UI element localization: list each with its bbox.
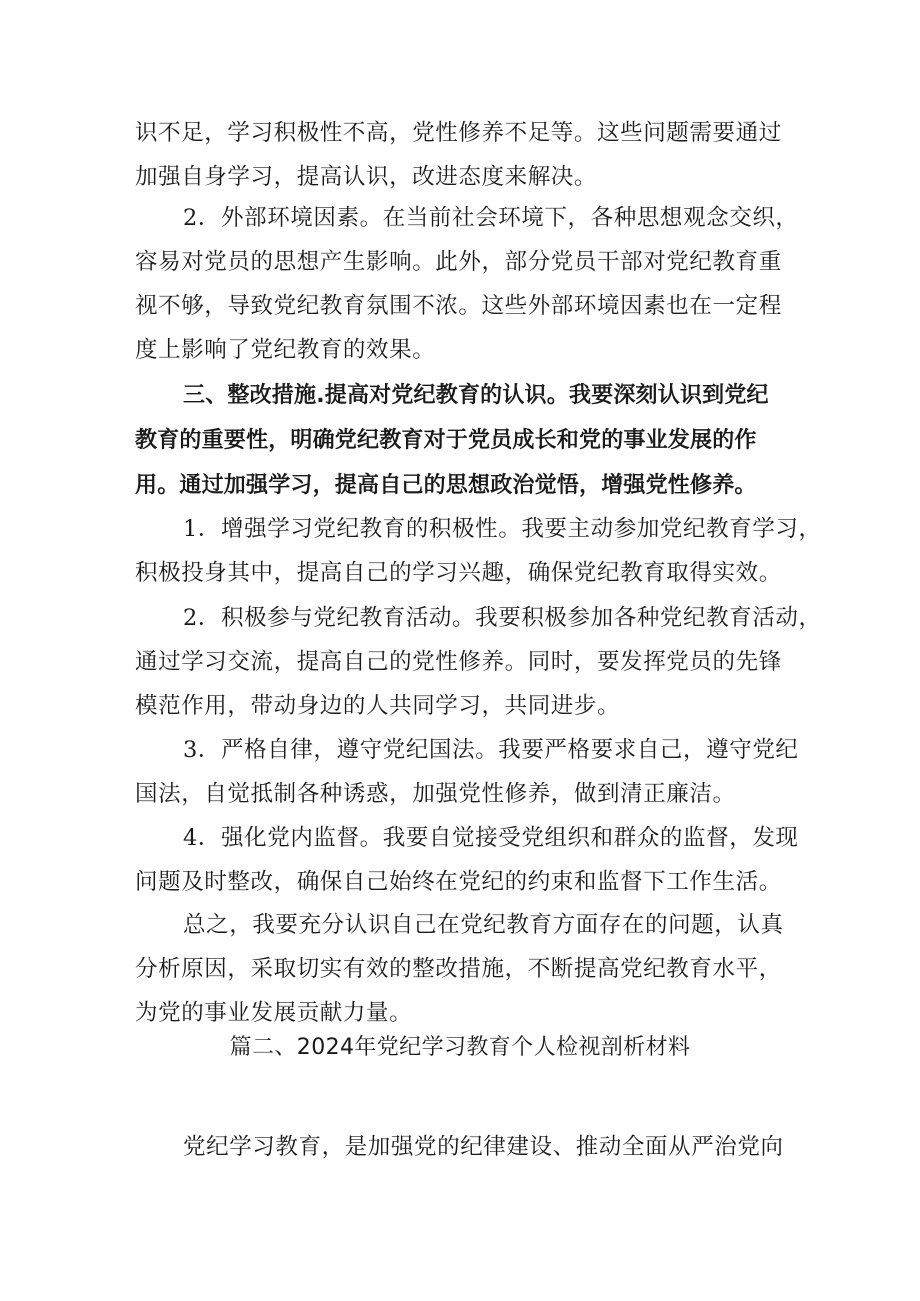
text-line: 总之，我要充分认识自己在党纪教育方面存在的问题，认真 [183, 912, 784, 938]
text-line: 党纪学习教育，是加强党的纪律建设、推动全面从严治党向 [183, 1134, 784, 1160]
text-line: 视不够，导致党纪教育氛围不浓。这些外部环境因素也在一定程 [135, 293, 782, 319]
text-line: 度上影响了党纪教育的效果。 [135, 337, 436, 363]
text-line: 识不足，学习积极性不高，党性修养不足等。这些问题需要通过 [135, 120, 782, 146]
text-line: 积极投身其中，提高自己的学习兴趣，确保党纪教育取得实效。 [135, 560, 782, 586]
paragraph-measure-2 [135, 596, 822, 728]
paragraph-conclusion [135, 903, 795, 1035]
text-line: 4．强化党内监督。我要自觉接受党组织和群众的监督，发现 [183, 825, 799, 851]
text-line: 为党的事业发展贡献力量。 [135, 1000, 413, 1026]
paragraph-external-factors [135, 196, 799, 372]
text-line: 加强自身学习，提高认识，改进态度来解决。 [135, 164, 598, 190]
text-line: 1．增强学习党纪教育的积极性。我要主动参加党纪教育学习， [183, 516, 822, 542]
text-line: 2．外部环境因素。在当前社会环境下，各种思想观念交织， [183, 205, 799, 231]
paragraph-measure-1 [135, 507, 822, 595]
article-two-title: 篇二、2024年党纪学习教育个人检视剖析材料 [229, 1035, 691, 1060]
paragraph-intro-continued [135, 111, 795, 199]
text-line: 容易对党员的思想产生影响。此外，部分党员干部对党纪教育重 [135, 249, 782, 275]
text-line: 通过学习交流，提高自己的党性修养。同时，要发挥党员的先锋 [135, 649, 782, 675]
paragraph-measure-3 [135, 728, 799, 816]
text-line: 国法，自觉抵制各种诱惑，加强党性修养，做到清正廉洁。 [135, 781, 736, 807]
text-line: 模范作用，带动身边的人共同学习，共同进步。 [135, 693, 621, 719]
text-line: 教育的重要性，明确党纪教育对于党员成长和党的事业发展的作 [135, 428, 757, 453]
paragraph-measure-4 [135, 816, 799, 904]
text-line: 三、整改措施.提高对党纪教育的认识。我要深刻认识到党纪 [183, 383, 769, 408]
text-line: 问题及时整改，确保自己始终在党纪的约束和监督下工作生活。 [135, 869, 782, 895]
text-line: 3．严格自律，遵守党纪国法。我要严格要求自己，遵守党纪 [183, 737, 799, 763]
paragraph-article-two-opening [135, 1125, 795, 1169]
text-line: 用。通过加强学习，提高自己的思想政治觉悟，增强党性修养。 [135, 473, 757, 498]
text-line: 2．积极参与党纪教育活动。我要积极参加各种党纪教育活动， [183, 605, 822, 631]
section-three-heading [135, 373, 795, 508]
text-line: 分析原因，采取切实有效的整改措施，不断提高党纪教育水平， [135, 956, 782, 982]
